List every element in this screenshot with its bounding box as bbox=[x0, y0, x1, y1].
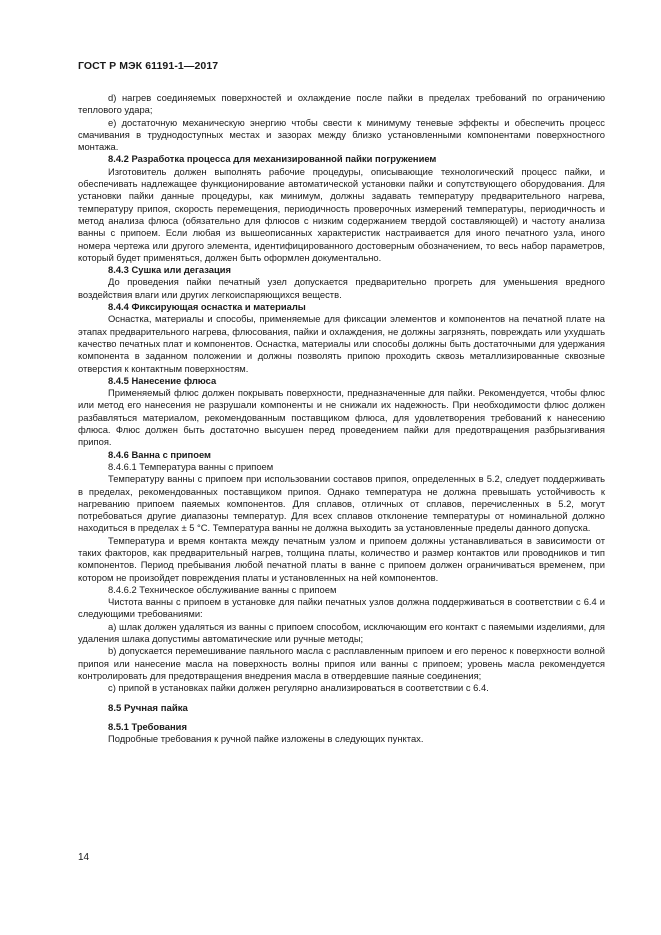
paragraph-8-4-6-1-b: Температура и время контакта между печатным узлом и припоем должны устанавливаться в зависимости от таких факторов, как предварительный нагрев, толщина платы, количество и размер контактов или проводников и тип компонентов. Период пребывания любой печатной платы в ванне с припоем должен ограничиваться временем, при котором не произойдет повреждения платы и установленных на ней компонентов. bbox=[78, 534, 605, 583]
paragraph-item-e: e) достаточную механическую энергию чтобы свести к минимуму теневые эффекты и обеспечить процесс смачивания в труднодоступных местах и зазорах между близко установленными компонентами поверхностного монтажа. bbox=[78, 116, 605, 153]
heading-8-5-1: 8.5.1 Требования bbox=[108, 720, 187, 732]
paragraph-item-d: d) нагрев соединяемых поверхностей и охлаждение после пайки в пределах требований по ограничению теплового удара; bbox=[78, 92, 605, 116]
paragraph-8-4-5: Применяемый флюс должен покрывать поверхности, предназначенные для пайки. Рекомендуется, чтобы флюс или метод его нанесения не разрушали компоненты и не снижали их надежность. При необходимости флюс должен разбавляться материалом, рекомендованным поставщиком флюса, для удовлетворения требований к нанесению флюса. Флюс должен быть достаточно высушен перед проведением пайки для предотвращения разбрызгивания припоя. bbox=[78, 387, 605, 448]
paragraph-8-4-6-2: Чистота ванны с припоем в установке для пайки печатных узлов должна поддерживаться в соответствии с 6.4 и следующими требованиями: bbox=[78, 596, 605, 620]
paragraph-8-4-6-1-a: Температуру ванны с припоем при использовании составов припоя, определенных в 5.2, следует поддерживать в пределах, рекомендованных поставщиком припоя. Однако температура не должна превышать устойчивость к нагреванию припоем паяемых компонентов. Для сплавов, отличных от сплавов, перечисленных в 5.2, могут потребоваться другие диапазоны температур. Для всех сплавов отклонение температуры от номинальной должно находиться в пределах ± 5 °С. Температура ванны не должна выходить за установленные пределы данного допуска. bbox=[78, 473, 605, 534]
paragraph-8-4-6-2-item-b: b) допускается перемешивание паяльного масла с расплавленным припоем и его перенос к поверхности волной припоя или нанесение масла на поверхность волны припоя или ванны с припоем; уровень масла рекомендуется контролировать для предотвращения внедрения масла в отвердевшие паяные соединения; bbox=[78, 645, 605, 681]
heading-8-5: 8.5 Ручная пайка bbox=[108, 702, 188, 714]
paragraph-8-4-3: До проведения пайки печатный узел допускается предварительно прогреть для уменьшения вредного воздействия влаги или других легкоиспаряющихся веществ. bbox=[78, 276, 605, 300]
paragraph-8-4-4: Оснастка, материалы и способы, применяемые для фиксации элементов и компонентов на печатной плате на этапах предварительного нагрева, флюсования, пайки и охлаждения, не должны загрязнять, повреждать или ухудшать качество печатных плат и компонентов. Оснастка, материалы или способы должны быть достаточными для удержания компонента в заданном положении и должны позволять припою проходить сквозь металлизированные сквозные отверстия к контактным поверхностям. bbox=[78, 313, 605, 374]
page-number: 14 bbox=[78, 852, 90, 863]
document-header: ГОСТ Р МЭК 61191-1—2017 bbox=[78, 60, 219, 72]
heading-8-4-2: 8.4.2 Разработка процесса для механизированной пайки погружением bbox=[108, 153, 437, 165]
heading-8-4-4: 8.4.4 Фиксирующая оснастка и материалы bbox=[108, 301, 306, 313]
document-body bbox=[78, 92, 605, 745]
heading-8-4-6-1: 8.4.6.1 Температура ванны с припоем bbox=[108, 460, 274, 472]
heading-8-4-6-2: 8.4.6.2 Техническое обслуживание ванны с припоем bbox=[108, 583, 337, 595]
paragraph-8-4-6-2-item-a: a) шлак должен удаляться из ванны с припоем способом, исключающим его контакт с паяемыми изделиями, для удаления шлака допустимы автоматические или ручные методы; bbox=[78, 620, 605, 645]
paragraph-8-5-1: Подробные требования к ручной пайке изложены в следующих пунктах. bbox=[108, 733, 424, 745]
paragraph-8-4-2: Изготовитель должен выполнять рабочие процедуры, описывающие технологический процесс пайки, и обеспечивать надлежащее функционирование автоматической установки пайки и сопутствующего оборудования. Для установки пайки данные процедуры, как минимум, должны задавать температуру предварительного нагрева, температуру припоя, скорость перемещения, периодичность проверочных измерений температуры, периодичность и метод анализа флюса (обязательно для флюсов с низким содержанием твердой составляющей) и частоту анализа ванны с припоем. Если любая из вышеописанных характеристик настраивается для иного печатного узла, иного номера чертежа или другого элемента, идентифицированного достоверным обозначением, то весь набор параметров, который будет применяться, должен быть оформлен документально. bbox=[78, 165, 605, 263]
paragraph-8-4-6-2-item-c: c) припой в установках пайки должен регулярно анализироваться в соответствии с 6.4. bbox=[108, 682, 489, 694]
heading-8-4-5: 8.4.5 Нанесение флюса bbox=[108, 374, 217, 386]
heading-8-4-6: 8.4.6 Ванна с припоем bbox=[108, 448, 211, 460]
heading-8-4-3: 8.4.3 Сушка или дегазация bbox=[108, 264, 231, 276]
